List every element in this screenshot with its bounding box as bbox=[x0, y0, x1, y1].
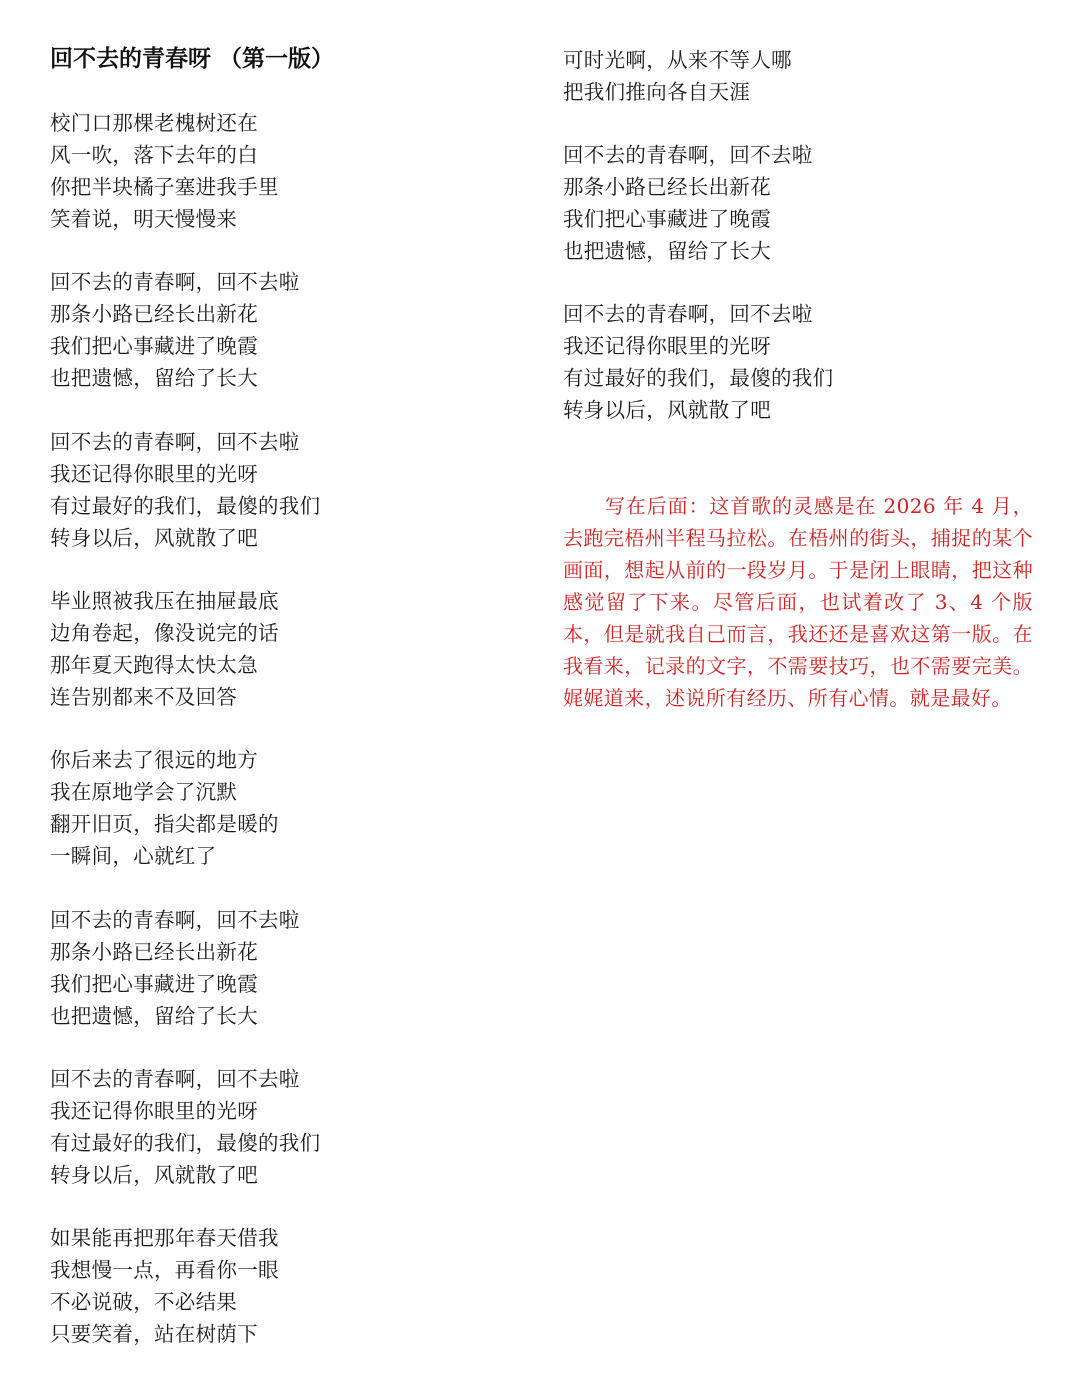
stanza bbox=[50, 585, 279, 713]
stanza bbox=[50, 426, 320, 554]
stanza bbox=[50, 1063, 320, 1191]
lyric-line: 也把遗憾，留给了长大 bbox=[50, 366, 258, 391]
lyric-line: 一瞬间，心就红了 bbox=[50, 844, 217, 869]
lyric-line: 我们把心事藏进了晚霞 bbox=[50, 971, 258, 996]
lyric-line: 那条小路已经长出新花 bbox=[563, 175, 771, 199]
lyric-line: 转身以后，风就散了吧 bbox=[50, 525, 258, 550]
lyric-line: 翻开旧页，指尖都是暖的 bbox=[50, 812, 279, 837]
stanza bbox=[50, 107, 279, 235]
lyric-line: 毕业照被我压在抽屉最底 bbox=[50, 588, 279, 613]
lyric-line: 回不去的青春啊，回不去啦 bbox=[563, 302, 813, 326]
lyric-line: 回不去的青春啊，回不去啦 bbox=[50, 1066, 300, 1091]
lyric-line: 也把遗憾，留给了长大 bbox=[563, 239, 771, 263]
lyric-line: 我在原地学会了沉默 bbox=[50, 780, 238, 805]
lyric-line: 转身以后，风就散了吧 bbox=[50, 1162, 258, 1187]
lyric-line: 你后来去了很远的地方 bbox=[50, 748, 258, 773]
lyric-line: 你把半块橘子塞进我手里 bbox=[50, 175, 279, 199]
lyric-line: 回不去的青春啊，回不去啦 bbox=[50, 429, 300, 454]
lyric-line: 有过最好的我们，最傻的我们 bbox=[563, 366, 834, 390]
lyric-line: 有过最好的我们，最傻的我们 bbox=[50, 1130, 321, 1155]
lyric-line: 有过最好的我们，最傻的我们 bbox=[50, 493, 321, 518]
stanza bbox=[563, 44, 792, 108]
lyric-line: 那条小路已经长出新花 bbox=[50, 302, 258, 327]
lyric-line: 风一吹，落下去年的白 bbox=[50, 143, 258, 167]
stanza bbox=[50, 266, 300, 394]
lyric-line: 我们把心事藏进了晚霞 bbox=[50, 334, 258, 359]
lyric-line: 校门口那棵老槐树还在 bbox=[50, 111, 258, 135]
lyric-line: 笑着说，明天慢慢来 bbox=[50, 207, 238, 231]
page-title: 回不去的青春呀 （第一版） bbox=[50, 46, 335, 72]
stanza bbox=[50, 904, 300, 1032]
lyric-line: 我们把心事藏进了晚霞 bbox=[563, 207, 771, 231]
lyric-line: 那年夏天跑得太快太急 bbox=[50, 652, 258, 677]
lyric-line: 如果能再把那年春天借我 bbox=[50, 1226, 279, 1251]
stanza bbox=[563, 298, 833, 426]
stanza bbox=[50, 744, 279, 872]
lyric-line: 连告别都来不及回答 bbox=[50, 684, 238, 709]
lyric-line: 把我们推向各自天涯 bbox=[563, 80, 751, 104]
lyric-line: 我还记得你眼里的光呀 bbox=[50, 1098, 258, 1123]
lyric-line: 回不去的青春啊，回不去啦 bbox=[50, 907, 300, 932]
lyric-line: 回不去的青春啊，回不去啦 bbox=[50, 270, 300, 295]
lyric-line: 边角卷起，像没说完的话 bbox=[50, 620, 279, 645]
lyric-line: 只要笑着，站在树荫下 bbox=[50, 1322, 258, 1347]
lyric-line: 我还记得你眼里的光呀 bbox=[50, 461, 258, 486]
lyric-line: 可时光啊，从来不等人哪 bbox=[563, 48, 792, 72]
stanza bbox=[50, 1222, 279, 1350]
lyric-line: 我还记得你眼里的光呀 bbox=[563, 334, 771, 358]
stanza bbox=[563, 139, 813, 267]
lyric-line: 转身以后，风就散了吧 bbox=[563, 398, 771, 422]
lyric-line: 也把遗憾，留给了长大 bbox=[50, 1003, 258, 1028]
lyric-line: 回不去的青春啊，回不去啦 bbox=[563, 143, 813, 167]
lyric-line: 我想慢一点，再看你一眼 bbox=[50, 1258, 279, 1283]
afterword-note: 写在后面：这首歌的灵感是在 2026 年 4 月，去跑完梧州半程马拉松。在梧州的街头，捕捉的某个画面，想起从前的一段岁月。于是闭上眼睛，把这种感觉留了下来。尽管后面，也试着改了 3、4 个版本，但是就我自己而言，我还还是喜欢这第一版。在我看来，记录的文字，不需要技巧，也不需要完美。娓娓道来，述说所有经历、所有心情。就是最好。 bbox=[563, 494, 1033, 710]
lyric-line: 不必说破，不必结果 bbox=[50, 1290, 238, 1315]
lyric-line: 那条小路已经长出新花 bbox=[50, 939, 258, 964]
